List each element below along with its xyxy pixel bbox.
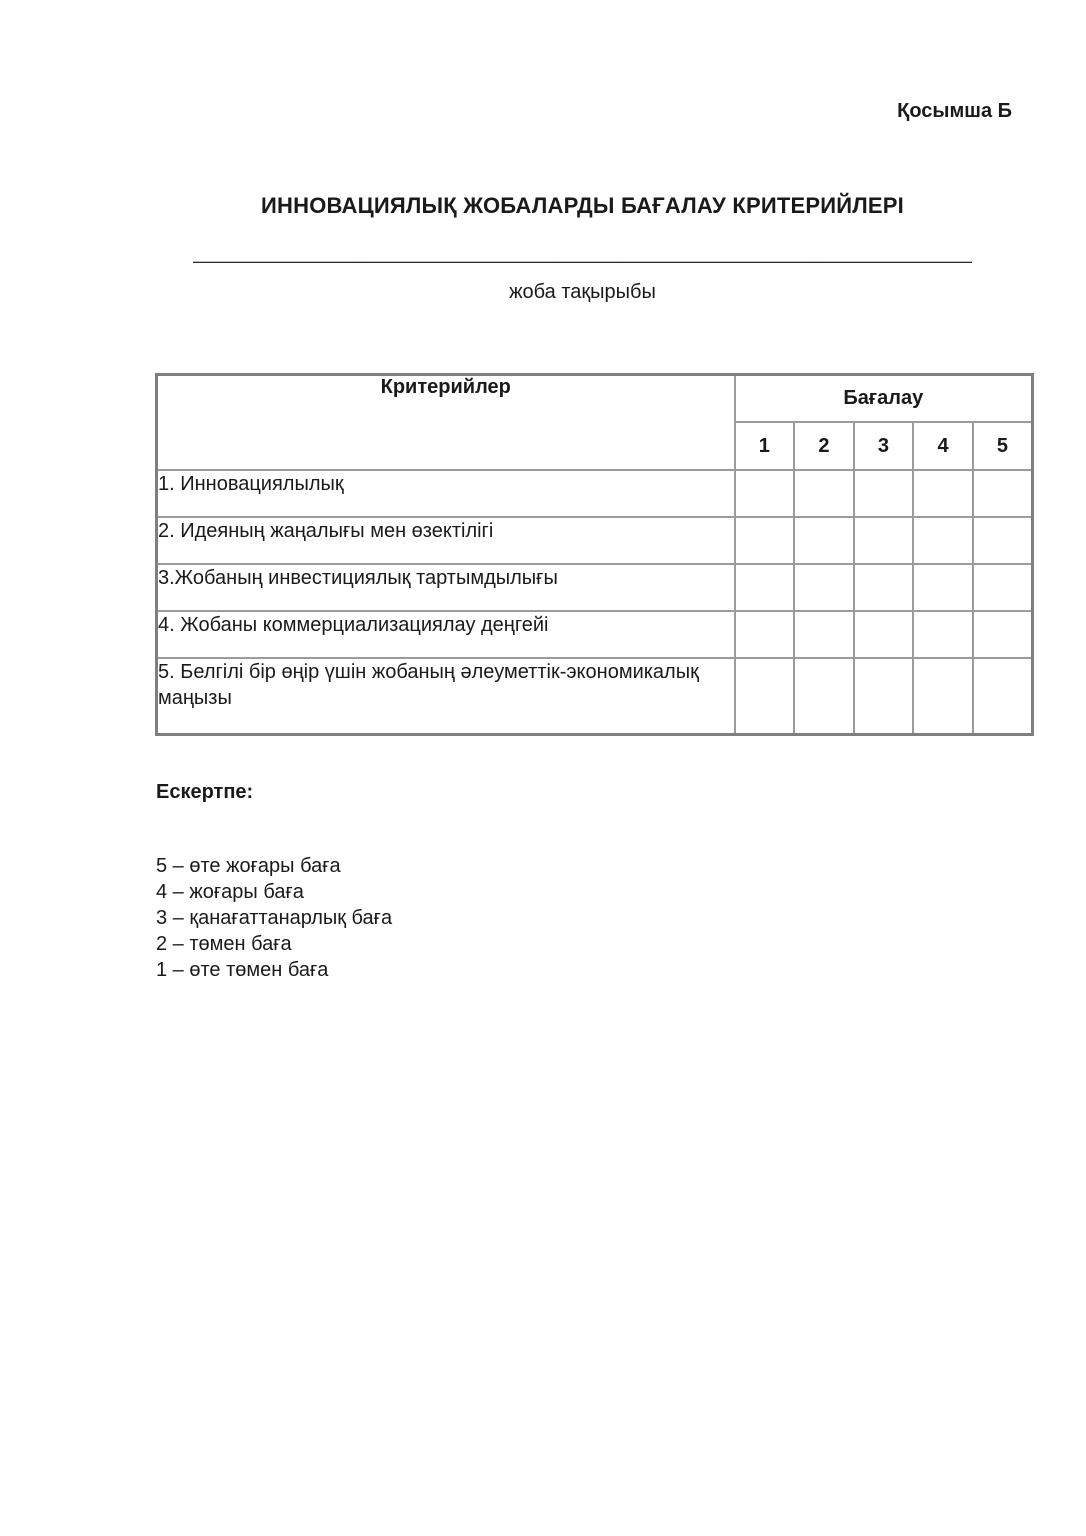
scale-header-2: 2 xyxy=(794,422,854,470)
score-cell xyxy=(973,658,1033,734)
scale-header-4: 4 xyxy=(913,422,973,470)
score-cell xyxy=(913,658,973,734)
score-cell xyxy=(735,564,795,611)
scale-header-5: 5 xyxy=(973,422,1033,470)
score-cell xyxy=(913,517,973,564)
score-cell xyxy=(913,611,973,658)
score-cell xyxy=(794,611,854,658)
table-row xyxy=(157,470,1033,517)
score-cell xyxy=(913,470,973,517)
score-cell xyxy=(794,517,854,564)
rating-group-header: Бағалау xyxy=(735,375,1033,423)
score-cell xyxy=(854,658,914,734)
note-item: 2 – төмен баға xyxy=(156,933,292,955)
score-cell xyxy=(735,517,795,564)
scale-header-1: 1 xyxy=(735,422,795,470)
score-cell xyxy=(973,611,1033,658)
notes-heading: Ескертпе: xyxy=(156,781,254,803)
appendix-label: Қосымша Б xyxy=(897,100,1012,122)
project-topic-blank-line: ______________________________________________________________________ xyxy=(193,242,972,264)
note-item: 3 – қанағаттанарлық баға xyxy=(156,907,393,929)
note-item: 1 – өте төмен баға xyxy=(156,959,329,981)
criterion-label: 3.Жобаның инвестициялық тартымдылығы xyxy=(157,564,735,611)
score-cell xyxy=(973,564,1033,611)
score-cell xyxy=(913,564,973,611)
score-cell xyxy=(854,470,914,517)
score-cell xyxy=(854,611,914,658)
topic-caption: жоба тақырыбы xyxy=(509,281,656,303)
score-cell xyxy=(973,517,1033,564)
criterion-label: 2. Идеяның жаңалығы мен өзектілігі xyxy=(157,517,735,564)
score-cell xyxy=(794,658,854,734)
criterion-label: 5. Белгілі бір өңір үшін жобаның әлеуметтік-экономикалық маңызы xyxy=(157,658,735,734)
score-cell xyxy=(854,517,914,564)
score-cell xyxy=(854,564,914,611)
score-cell xyxy=(735,470,795,517)
criterion-label: 1. Инновациялылық xyxy=(157,470,735,517)
table-row xyxy=(157,564,1033,611)
scale-header-3: 3 xyxy=(854,422,914,470)
criterion-label: 4. Жобаны коммерциализациялау деңгейі xyxy=(157,611,735,658)
notes-list xyxy=(156,853,392,983)
criteria-table xyxy=(155,373,1034,736)
score-cell xyxy=(973,470,1033,517)
note-item: 5 – өте жоғары баға xyxy=(156,855,341,877)
score-cell xyxy=(794,564,854,611)
table-row xyxy=(157,611,1033,658)
score-cell xyxy=(794,470,854,517)
score-cell xyxy=(735,658,795,734)
page-title: ИННОВАЦИЯЛЫҚ ЖОБАЛАРДЫ БАҒАЛАУ КРИТЕРИЙЛЕРІ xyxy=(261,193,904,218)
criteria-column-header: Критерийлер xyxy=(157,375,735,471)
table-row xyxy=(157,517,1033,564)
table-row xyxy=(157,658,1033,734)
note-item: 4 – жоғары баға xyxy=(156,881,304,903)
score-cell xyxy=(735,611,795,658)
